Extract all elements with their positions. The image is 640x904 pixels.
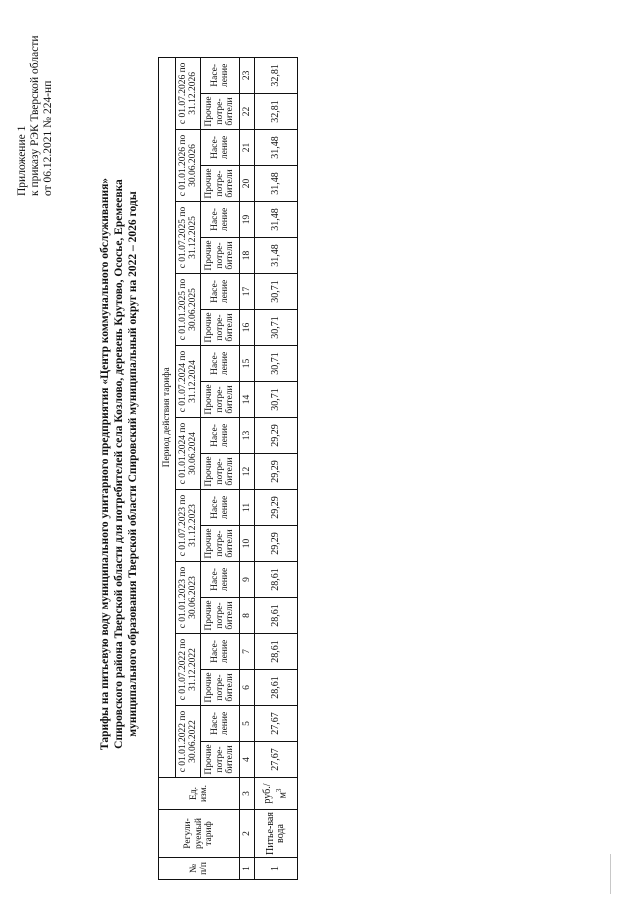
other-consumers-header: Прочие потре-бители (201, 310, 240, 346)
tariff-value: 29,29 (255, 418, 298, 454)
other-consumers-header: Прочие потре-бители (201, 454, 240, 490)
period-header: с 01.01.2023 по 30.06.2023 (176, 562, 201, 634)
period-header: с 01.01.2026 по 30.06.2026 (176, 130, 201, 202)
population-header: Насе-ление (201, 274, 240, 310)
column-number: 13 (240, 418, 255, 454)
tariff-value: 30,71 (255, 274, 298, 310)
document-page (10, 12, 630, 892)
column-number: 16 (240, 310, 255, 346)
row-unit (255, 778, 298, 810)
population-header: Насе-ление (201, 346, 240, 382)
header-no: № п/п (159, 858, 240, 880)
column-number: 11 (240, 490, 255, 526)
tariff-value: 30,71 (255, 310, 298, 346)
column-number: 12 (240, 454, 255, 490)
population-header: Насе-ление (201, 130, 240, 166)
other-consumers-header: Прочие потре-бители (201, 670, 240, 706)
period-header: с 01.01.2024 по 30.06.2024 (176, 418, 201, 490)
other-consumers-header: Прочие потре-бители (201, 526, 240, 562)
column-number: 4 (240, 742, 255, 778)
tariff-value: 27,67 (255, 742, 298, 778)
other-consumers-header: Прочие потре-бители (201, 166, 240, 202)
table-row (255, 57, 298, 879)
title-line: Спировского района Тверской области для потребителей села Козлово, деревень Крутово, Ососье, Еремеевка (113, 179, 125, 749)
other-consumers-header: Прочие потре-бители (201, 94, 240, 130)
column-number: 2 (240, 810, 255, 858)
tariff-table (158, 57, 298, 880)
header-unit: Ед. изм. (159, 778, 240, 810)
tariff-value: 27,67 (255, 706, 298, 742)
period-header: с 01.07.2022 по 31.12.2022 (176, 634, 201, 706)
unit-superscript: 3 (274, 788, 283, 793)
tariff-value: 28,61 (255, 562, 298, 598)
population-header: Насе-ление (201, 490, 240, 526)
tariff-value: 29,29 (255, 526, 298, 562)
column-number: 10 (240, 526, 255, 562)
column-number: 7 (240, 634, 255, 670)
tariff-value: 29,29 (255, 454, 298, 490)
period-header: с 01.07.2026 по 31.12.2026 (176, 57, 201, 129)
header-row (201, 57, 240, 879)
period-header: с 01.07.2023 по 31.12.2023 (176, 490, 201, 562)
population-header: Насе-ление (201, 562, 240, 598)
tariff-value: 31,48 (255, 166, 298, 202)
row-number: 1 (255, 858, 298, 880)
annex-line: Приложение 1 (16, 125, 28, 196)
scan-edge-mark (610, 854, 611, 894)
tariff-value: 28,61 (255, 598, 298, 634)
other-consumers-header: Прочие потре-бители (201, 598, 240, 634)
period-header: с 01.07.2025 по 31.12.2025 (176, 202, 201, 274)
column-number: 15 (240, 346, 255, 382)
document-title (98, 44, 140, 884)
column-number-row (240, 57, 255, 879)
column-number: 18 (240, 238, 255, 274)
annex-line: от 06.12.2021 № 224-нп (42, 80, 54, 196)
column-number: 22 (240, 94, 255, 130)
column-number: 3 (240, 778, 255, 810)
column-number: 21 (240, 130, 255, 166)
column-number: 6 (240, 670, 255, 706)
header-row (176, 57, 201, 879)
tariff-value: 31,48 (255, 238, 298, 274)
column-number: 23 (240, 57, 255, 93)
tariff-value: 30,71 (255, 382, 298, 418)
period-header: с 01.01.2025 по 30.06.2025 (176, 274, 201, 346)
tariff-value: 29,29 (255, 490, 298, 526)
column-number: 19 (240, 202, 255, 238)
population-header: Насе-ление (201, 202, 240, 238)
other-consumers-header: Прочие потре-бители (201, 238, 240, 274)
annex-line: к приказу РЭК Тверской области (29, 35, 41, 196)
population-header: Насе-ление (201, 57, 240, 93)
title-line: Тарифы на питьевую воду муниципального унитарного предприятия «Центр коммунального обслуживания» (99, 177, 111, 751)
column-number: 5 (240, 706, 255, 742)
column-number: 14 (240, 382, 255, 418)
column-number: 20 (240, 166, 255, 202)
tariff-value: 31,48 (255, 130, 298, 166)
column-number: 1 (240, 858, 255, 880)
period-header: с 01.01.2022 по 30.06.2022 (176, 706, 201, 778)
tariff-value: 32,81 (255, 94, 298, 130)
tariff-value: 32,81 (255, 57, 298, 93)
annex-block (16, 12, 55, 196)
row-name: Питье-вая вода (255, 810, 298, 858)
other-consumers-header: Прочие потре-бители (201, 742, 240, 778)
population-header: Насе-ление (201, 418, 240, 454)
tariff-value: 28,61 (255, 634, 298, 670)
title-line: муниципального образования Тверской области Спировский муниципальный округ на 2022 – 2026 годы (127, 191, 139, 737)
unit-text: руб./м (262, 783, 289, 804)
other-consumers-header: Прочие потре-бители (201, 382, 240, 418)
population-header: Насе-ление (201, 634, 240, 670)
period-header: с 01.07.2024 по 31.12.2024 (176, 346, 201, 418)
column-number: 8 (240, 598, 255, 634)
tariff-value: 30,71 (255, 346, 298, 382)
tariff-value: 31,48 (255, 202, 298, 238)
header-row (159, 57, 176, 879)
header-period: Период действия тарифа (159, 57, 176, 777)
column-number: 9 (240, 562, 255, 598)
header-regulated: Регули-руемый тариф (159, 810, 240, 858)
tariff-value: 28,61 (255, 670, 298, 706)
population-header: Насе-ление (201, 706, 240, 742)
column-number: 17 (240, 274, 255, 310)
